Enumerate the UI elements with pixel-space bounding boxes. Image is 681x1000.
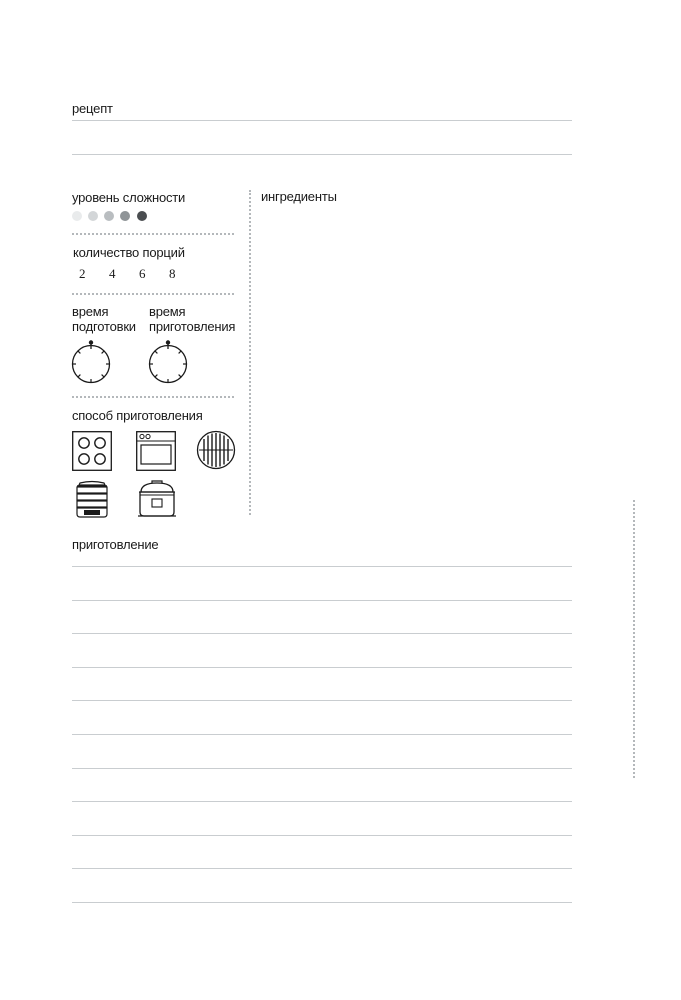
preparation-line[interactable]: [72, 868, 572, 869]
preparation-line[interactable]: [72, 835, 572, 836]
cook-time-label-line1: время: [149, 304, 186, 319]
preparation-line[interactable]: [72, 667, 572, 668]
multicooker-icon[interactable]: [137, 479, 177, 519]
difficulty-level-1[interactable]: [72, 211, 82, 221]
cook-time-timer-icon[interactable]: [147, 340, 191, 386]
oven-icon[interactable]: [136, 431, 176, 471]
prep-time-label-line2: подготовки: [72, 319, 136, 334]
prep-time-label-line1: время: [72, 304, 109, 319]
recipe-title-label: рецепт: [72, 101, 113, 116]
preparation-line[interactable]: [72, 768, 572, 769]
servings-option-4[interactable]: 4: [109, 266, 116, 281]
section-divider: [72, 293, 234, 295]
recipe-title-line-2[interactable]: [72, 154, 572, 155]
preparation-line[interactable]: [72, 633, 572, 634]
preparation-label: приготовление: [72, 537, 159, 552]
servings-option-2[interactable]: 2: [79, 266, 86, 281]
section-divider: [72, 396, 234, 398]
stovetop-icon[interactable]: [72, 431, 112, 471]
difficulty-level-2[interactable]: [88, 211, 98, 221]
cook-time-label-line2: приготовления: [149, 319, 236, 334]
prep-time-timer-icon[interactable]: [70, 340, 114, 386]
servings-option-8[interactable]: 8: [169, 266, 176, 281]
steamer-icon[interactable]: [74, 481, 110, 519]
ingredients-area[interactable]: [261, 208, 572, 513]
servings-label: количество порций: [73, 245, 185, 260]
preparation-line[interactable]: [72, 734, 572, 735]
difficulty-level-4[interactable]: [120, 211, 130, 221]
cut-line: [633, 500, 635, 778]
preparation-line[interactable]: [72, 566, 572, 567]
preparation-line[interactable]: [72, 801, 572, 802]
section-divider: [72, 233, 234, 235]
recipe-title-line[interactable]: [72, 120, 572, 121]
ingredients-label: ингредиенты: [261, 189, 337, 204]
grill-icon[interactable]: [196, 430, 236, 470]
preparation-line[interactable]: [72, 600, 572, 601]
preparation-line[interactable]: [72, 700, 572, 701]
cooking-method-label: способ приготовления: [72, 408, 203, 423]
preparation-line[interactable]: [72, 902, 572, 903]
servings-option-6[interactable]: 6: [139, 266, 146, 281]
column-divider: [249, 190, 251, 515]
difficulty-label: уровень сложности: [72, 190, 186, 205]
difficulty-level-3[interactable]: [104, 211, 114, 221]
difficulty-level-5[interactable]: [137, 211, 147, 221]
